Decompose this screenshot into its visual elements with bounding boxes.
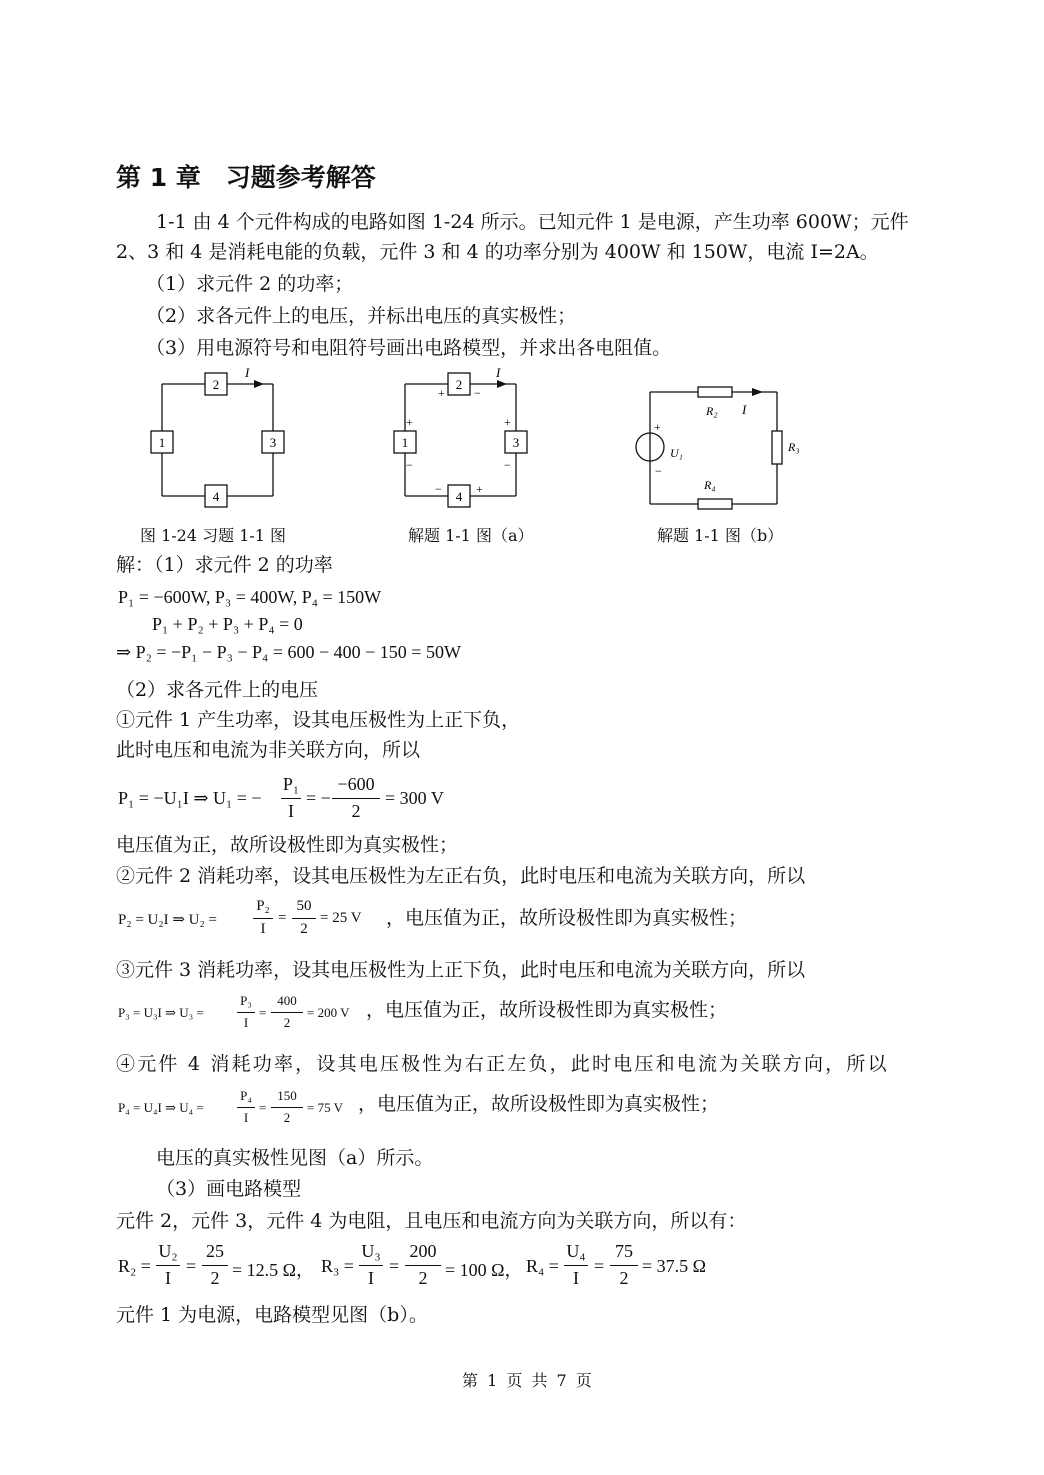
- solution-heading-1: 解：（1）求元件 2 的功率: [116, 554, 333, 576]
- equals-sign: =: [389, 1256, 400, 1276]
- minus-sign: −: [504, 458, 511, 472]
- element-2-text: ②元件 2 消耗功率，设其电压极性为左正右负，此时电压和电流为关联方向，所以: [116, 865, 806, 887]
- solution-heading-3: （3）画电路模型: [156, 1178, 302, 1200]
- fraction-bar: [332, 798, 380, 799]
- fraction-bar: [253, 918, 273, 919]
- box-label: 1: [401, 435, 409, 450]
- fraction-numerator: U₃: [361, 1241, 381, 1261]
- element-2-eq-result: = 25 V: [320, 910, 362, 926]
- element-2-eq-left: P₂ = U₂I ⇒ U₂ =: [118, 912, 217, 928]
- equals-sign: =: [594, 1256, 605, 1276]
- fraction-numerator: U₂: [158, 1241, 178, 1261]
- current-label: I: [245, 365, 250, 380]
- final-statement: 元件 1 为电源，电路模型见图（b）。: [116, 1304, 428, 1326]
- figure-1-24: [140, 362, 300, 512]
- box-label: 3: [269, 435, 277, 450]
- fraction-denominator: I: [288, 801, 294, 821]
- fraction-bar: [292, 918, 316, 919]
- fraction-denominator: I: [243, 1110, 249, 1125]
- element-3-eq-result: = 200 V: [307, 1005, 350, 1020]
- element-1-eq-mid: = −: [306, 788, 331, 808]
- r3-eq-left: R₃ =: [321, 1256, 354, 1276]
- fraction-bar: [156, 1265, 180, 1266]
- fraction-bar: [610, 1265, 638, 1266]
- figure-a: [383, 362, 543, 512]
- fraction-denominator: I: [165, 1268, 171, 1288]
- element-3-text: ③元件 3 消耗功率，设其电压极性为上正下负，此时电压和电流为关联方向，所以: [116, 959, 806, 981]
- fraction-denominator: I: [243, 1015, 249, 1030]
- fraction-denominator: 2: [283, 1110, 291, 1125]
- plus-sign: +: [406, 415, 413, 429]
- element-4-note: ，电压值为正，故所设极性即为真实极性；: [358, 1093, 720, 1115]
- r2-eq-left: R₂ =: [118, 1256, 151, 1276]
- figure-b: [630, 375, 810, 515]
- element-1-text-b: 此时电压和电流为非关联方向，所以: [116, 739, 421, 761]
- problem-line-1: 1-1 由 4 个元件构成的电路如图 1-24 所示。已知元件 1 是电源，产生功率 600W；元件: [156, 211, 909, 233]
- fraction-numerator: 400: [277, 993, 297, 1008]
- element-1-eq-left: P₁ = −U₁I ⇒ U₁ = −: [118, 788, 262, 808]
- equation-power-sum: P₁ + P₂ + P₃ + P₄ = 0: [152, 614, 303, 634]
- fraction-denominator: I: [368, 1268, 374, 1288]
- plus-sign: +: [654, 420, 661, 434]
- resistor-label-r4: R₄: [704, 478, 716, 492]
- element-4-text: ④元件 4 消耗功率，设其电压极性为右正左负，此时电压和电流为关联方向，所以: [116, 1053, 889, 1075]
- r4-result: = 37.5 Ω: [642, 1256, 707, 1276]
- figure-caption: 解题 1-1 图（a）: [408, 526, 534, 545]
- figure-caption: 解题 1-1 图（b）: [657, 526, 784, 545]
- equation-powers: P₁ = −600W, P₃ = 400W, P₄ = 150W: [118, 587, 382, 607]
- page-footer: 第 1 页 共 7 页: [462, 1371, 594, 1390]
- figure-caption: 图 1-24 习题 1-1 图: [140, 526, 287, 545]
- fraction-bar: [405, 1265, 441, 1266]
- fraction-numerator: U₄: [566, 1241, 586, 1261]
- fraction-bar: [359, 1265, 383, 1266]
- fraction-numerator: P₄: [240, 1088, 252, 1103]
- polarity-note: 电压的真实极性见图（a）所示。: [156, 1147, 434, 1169]
- equals-sign: =: [259, 1005, 267, 1020]
- resistor-statement: 元件 2，元件 3，元件 4 为电阻，且电压和电流方向为关联方向，所以有：: [116, 1210, 747, 1232]
- fraction-numerator: 50: [296, 898, 312, 914]
- source-label-u1: U₁: [670, 446, 683, 460]
- fraction-denominator: 2: [210, 1268, 220, 1288]
- resistor-label-r3: R₃: [788, 440, 800, 454]
- fraction-denominator: 2: [351, 801, 361, 821]
- fraction-numerator: P₂: [256, 898, 270, 914]
- equation-p2: ⇒ P₂ = −P₁ − P₃ − P₄ = 600 − 400 − 150 = 50W: [116, 642, 461, 662]
- plus-sign: +: [504, 415, 511, 429]
- equals-sign: =: [259, 1100, 267, 1115]
- question-1: （1）求元件 2 的功率；: [146, 273, 354, 295]
- solution-heading-2: （2）求各元件上的电压: [116, 679, 319, 701]
- box-label: 4: [212, 489, 220, 504]
- minus-sign: −: [474, 386, 481, 400]
- element-1-text-a: ①元件 1 产生功率，设其电压极性为上正下负，: [116, 709, 521, 731]
- fraction-numerator: 25: [206, 1241, 224, 1261]
- element-1-eq-result: = 300 V: [385, 788, 444, 808]
- fraction-denominator: 2: [283, 1015, 291, 1030]
- plus-sign: +: [476, 482, 483, 496]
- fraction-numerator: 150: [277, 1088, 297, 1103]
- element-2-note: ，电压值为正，故所设极性即为真实极性；: [386, 907, 748, 929]
- current-arrow-icon: [752, 388, 763, 396]
- question-3: （3）用电源符号和电阻符号画出电路模型，并求出各电阻值。: [146, 337, 672, 359]
- fraction-bar: [271, 1012, 303, 1013]
- minus-sign: −: [655, 464, 662, 478]
- element-3-note: ，电压值为正，故所设极性即为真实极性；: [366, 999, 728, 1021]
- fraction-bar: [564, 1265, 588, 1266]
- fraction-numerator: P₃: [240, 993, 252, 1008]
- fraction-bar: [281, 798, 301, 799]
- fraction-numerator: 200: [409, 1241, 437, 1261]
- fraction-bar: [237, 1012, 255, 1013]
- r3-result: = 100 Ω，: [445, 1260, 523, 1280]
- fraction-numerator: P₁: [282, 774, 300, 794]
- minus-sign: −: [406, 458, 413, 472]
- box-label: 2: [455, 377, 463, 392]
- fraction-denominator: I: [260, 921, 266, 937]
- current-label: I: [742, 402, 747, 417]
- equals-sign: =: [278, 910, 287, 926]
- page-title: 第 1 章 习题参考解答: [116, 163, 376, 192]
- current-label: I: [496, 365, 501, 380]
- current-arrow-icon: [497, 380, 507, 388]
- plus-sign: +: [438, 386, 445, 400]
- fraction-denominator: 2: [418, 1268, 428, 1288]
- equals-sign: =: [186, 1256, 197, 1276]
- box-label: 1: [158, 435, 166, 450]
- element-4-eq-result: = 75 V: [307, 1100, 343, 1115]
- r4-eq-left: R₄ =: [526, 1256, 559, 1276]
- fraction-bar: [202, 1265, 228, 1266]
- current-arrow-icon: [254, 380, 264, 388]
- minus-sign: −: [435, 482, 442, 496]
- fraction-bar: [237, 1107, 255, 1108]
- fraction-bar: [271, 1107, 303, 1108]
- fraction-denominator: 2: [300, 921, 308, 937]
- element-3-eq-left: P₃ = U₃I ⇒ U₃ =: [118, 1005, 204, 1020]
- element-4-eq-left: P₄ = U₄I ⇒ U₄ =: [118, 1100, 204, 1115]
- box-label: 3: [512, 435, 520, 450]
- fraction-denominator: I: [573, 1268, 579, 1288]
- box-label: 4: [455, 489, 463, 504]
- box-label: 2: [212, 377, 220, 392]
- fraction-denominator: 2: [619, 1268, 629, 1288]
- resistor-label-r2: R₂: [706, 404, 718, 418]
- question-2: （2）求各元件上的电压，并标出电压的真实极性；: [146, 305, 577, 327]
- fraction-numerator: −600: [337, 774, 375, 794]
- problem-line-2: 2、3 和 4 是消耗电能的负载，元件 3 和 4 的功率分别为 400W 和 150W，电流 I=2A。: [116, 241, 879, 263]
- r2-result: = 12.5 Ω，: [232, 1260, 315, 1280]
- element-1-note: 电压值为正，故所设极性即为真实极性；: [116, 834, 459, 856]
- fraction-numerator: 75: [615, 1241, 633, 1261]
